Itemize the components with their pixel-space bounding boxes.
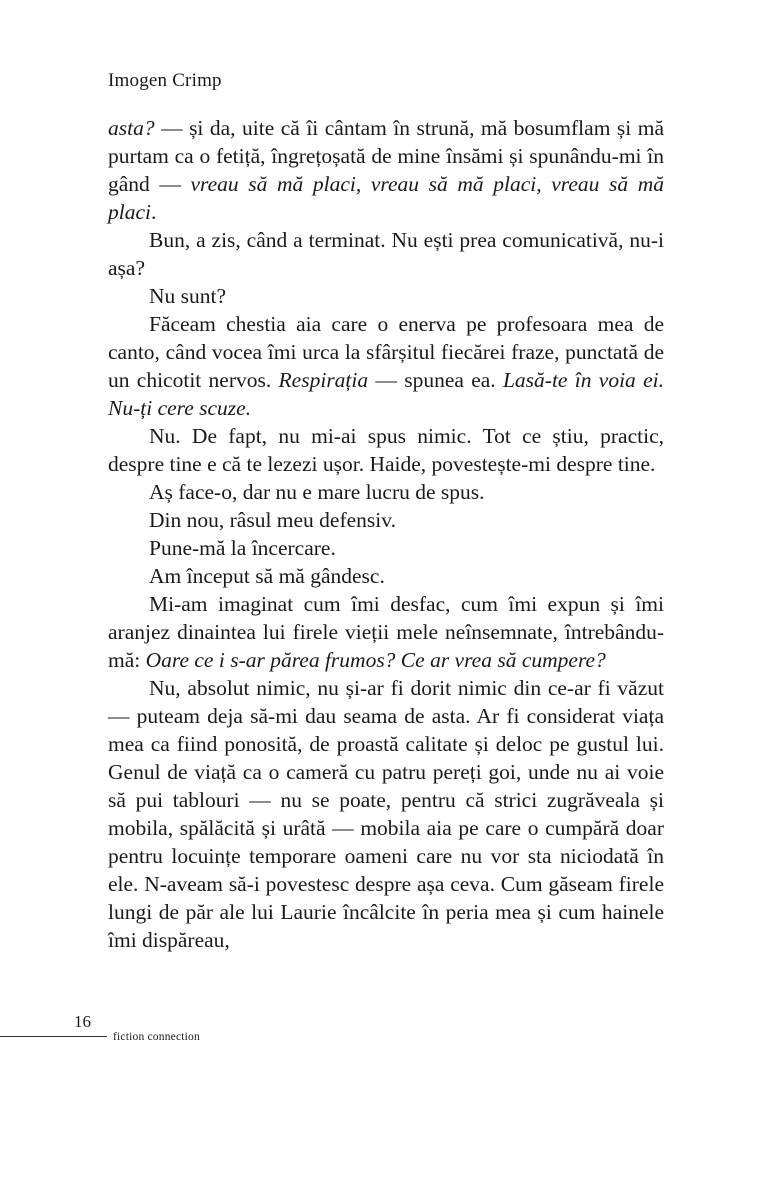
text-run: — și da, uite că îi cântam în strună, mă bosumflam și mă purtam ca o fetiță, îngrețoșată de mine însămi și spunându-mi în gând — [108,116,664,196]
footer-publisher: fiction connection [113,1031,200,1043]
italic-run: Lasă-te în voia ei. Nu-ți cere scuze. [108,368,664,420]
running-header-author: Imogen Crimp [108,70,222,91]
footer-rule [0,1036,107,1037]
paragraph [108,562,664,590]
paragraph [108,506,664,534]
italic-run: asta? [108,116,155,140]
text-run: . [151,200,157,224]
text-run: Nu. De fapt, nu mi-ai spus nimic. Tot ce știu, practic, despre tine e că te lezezi ușor. Haide, povestește-mi despre tine. [108,424,664,476]
text-run: Nu, absolut nimic, nu și-ar fi dorit nimic din ce-ar fi văzut — puteam deja să-mi dau seama de asta. Ar fi considerat viața mea ca fiind ponosită, de proastă calitate și deloc pe gustul lui. Genul de viață ca o cameră cu patru pereți goi, unde nu ai voie să pui tablouri — nu se poate, pentru că strici zugrăveala și mobila, spălăcită și urâtă — mobila aia pe care o cumpără doar pentru locuințe temporare oameni care nu vor sta niciodată în ele. N-aveam să-i povestesc despre așa ceva. Cum găseam firele lungi de păr ale lui Laurie încâlcite în peria mea și cum hainele îmi dispăreau, [108,676,664,952]
paragraph [108,282,664,310]
paragraph [108,422,664,478]
paragraph [108,226,664,282]
paragraph [108,310,664,422]
text-run: Bun, a zis, când a terminat. Nu ești prea comunicativă, nu-i așa? [108,228,664,280]
text-run: Aș face-o, dar nu e mare lucru de spus. [149,480,485,504]
paragraph [108,674,664,954]
paragraph [108,114,664,226]
text-run: Pune-mă la încercare. [149,536,336,560]
paragraph [108,478,664,506]
text-run: Am început să mă gândesc. [149,564,385,588]
text-run: Nu sunt? [149,284,227,308]
text-run: — spunea ea. [368,368,503,392]
page-number: 16 [74,1012,91,1031]
italic-run: Oare ce i s-ar părea frumos? Ce ar vrea să cumpere? [145,648,606,672]
paragraph [108,590,664,674]
text-run: Din nou, râsul meu defensiv. [149,508,396,532]
body-text [108,114,664,954]
italic-run: vreau să mă placi, vreau să mă placi, vreau să mă placi [108,172,664,224]
paragraph [108,534,664,562]
text-run: Făceam chestia aia care o enerva pe profesoara mea de canto, când vocea îmi urca la sfârșitul fiecărei fraze, punctată de un chicotit nervos. [108,312,664,392]
text-run: Mi-am imaginat cum îmi desfac, cum îmi expun și îmi aranjez dinaintea lui firele vieții mele neînsemnate, întrebându-mă: [108,592,664,672]
italic-run: Respirația [278,368,369,392]
